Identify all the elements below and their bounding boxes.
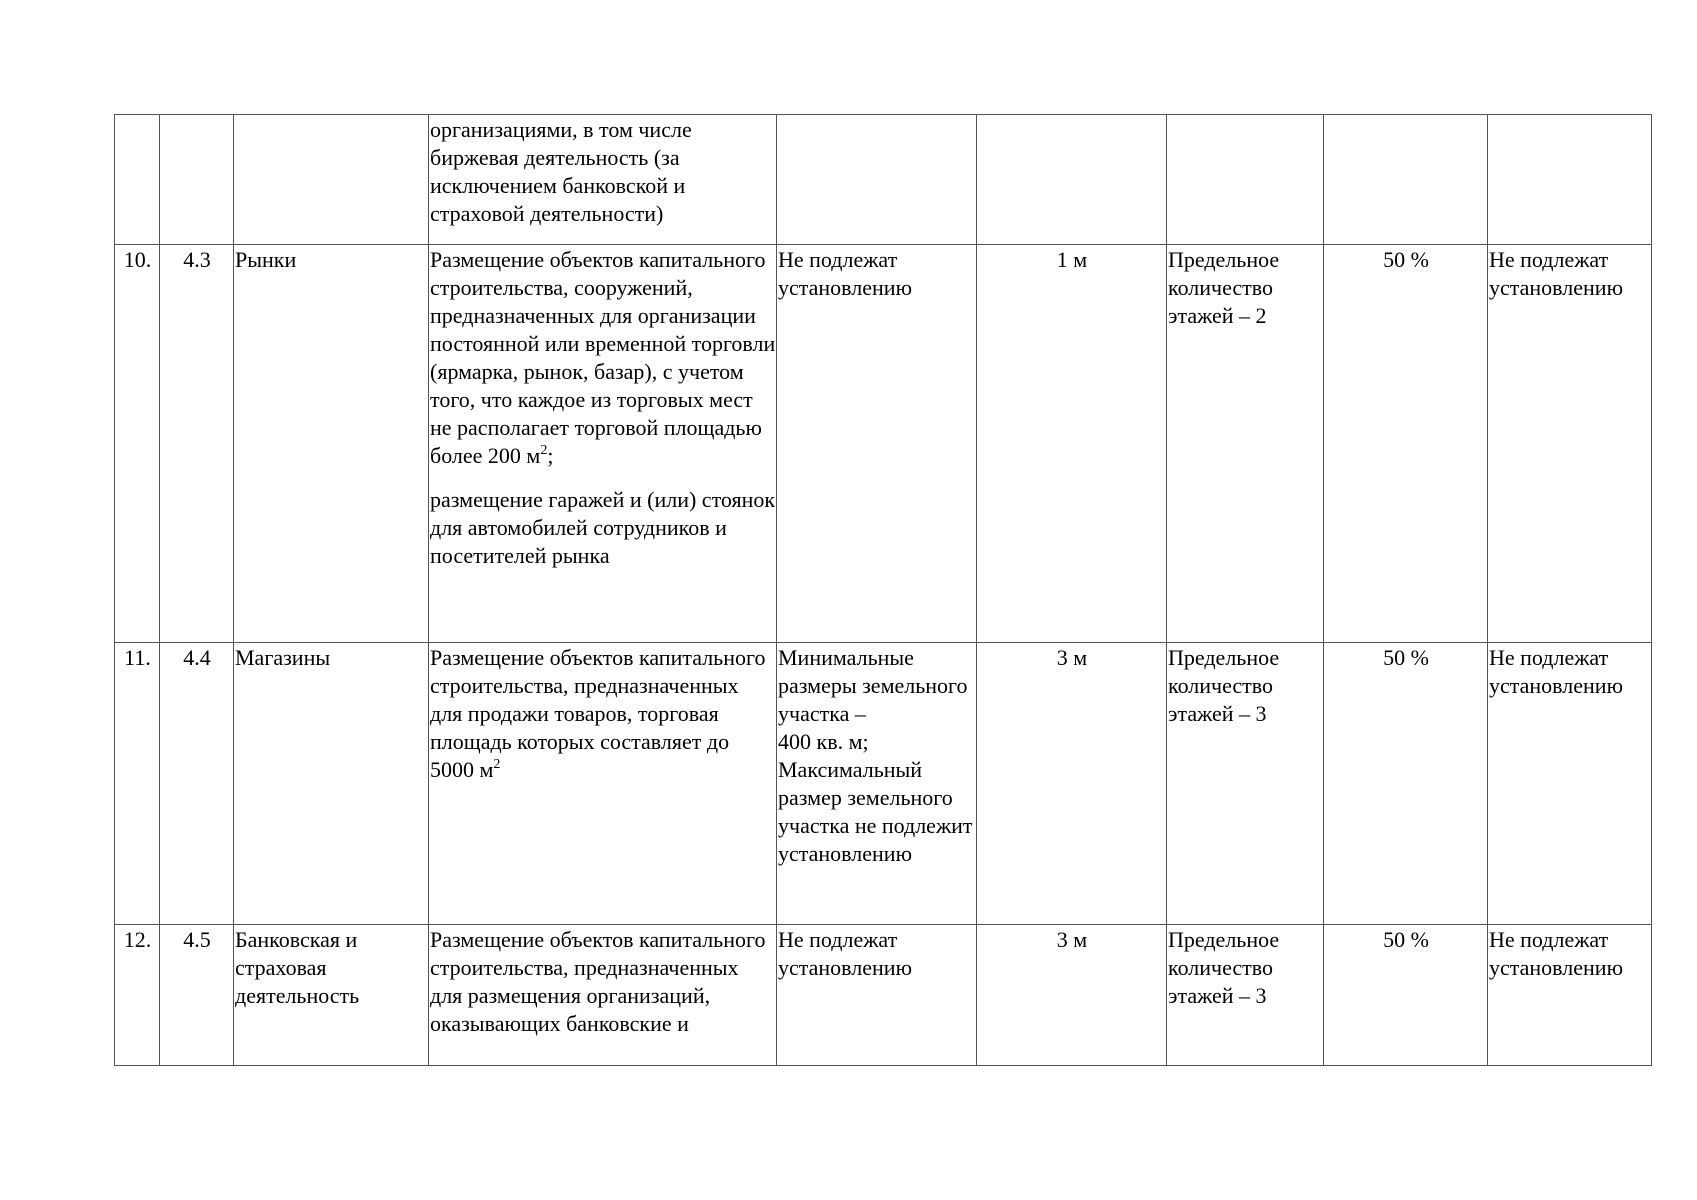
row-number-cell xyxy=(115,115,160,245)
plot-size-cell: Не подлежат установлению xyxy=(777,245,977,643)
coverage-cell: 50 % xyxy=(1324,643,1488,925)
plot-size-cell: Не подлежат установлению xyxy=(777,925,977,1066)
table-row xyxy=(115,643,1652,925)
superscript: 2 xyxy=(493,757,501,772)
zoning-regulations-table xyxy=(114,114,1652,1066)
plot-size-line: 400 кв. м; xyxy=(778,729,869,754)
row-number-cell: 10. xyxy=(115,245,160,643)
setback-cell: 3 м xyxy=(977,925,1167,1066)
use-description-cell xyxy=(429,643,777,925)
superscript: 2 xyxy=(540,443,548,458)
plot-size-line: Минимальные размеры земельного участка – xyxy=(778,645,968,726)
table-row xyxy=(115,245,1652,643)
use-code-cell: 4.5 xyxy=(160,925,234,1066)
use-name-cell: Магазины xyxy=(234,643,429,925)
description-paragraph: Размещение объектов капитального строительства, сооружений, предназначенных для организации постоянной или временной торговли (ярмарка, рынок, базар), с учетом того, что каждое из торговых мест не располагает торговой площадью более 200 $м^2$; xyxy=(430,247,776,468)
coverage-cell xyxy=(1324,115,1488,245)
plot-size-cell xyxy=(777,115,977,245)
plot-size-line: Максимальный размер земельного участка не подлежит установлению xyxy=(778,757,973,866)
use-code-cell: 4.4 xyxy=(160,643,234,925)
use-description-cell xyxy=(429,115,777,245)
plot-size-cell xyxy=(777,643,977,925)
table-row xyxy=(115,115,1652,245)
description-paragraph: Размещение объектов капитального строительства, предназначенных для продажи товаров, торговая площадь которых составляет до 5000 $м^2$ xyxy=(430,645,766,782)
table-row xyxy=(115,925,1652,1066)
other-params-cell: Не подлежат установлению xyxy=(1488,643,1652,925)
row-number-cell: 11. xyxy=(115,643,160,925)
floors-cell: Предельное количество этажей – 2 xyxy=(1167,245,1324,643)
setback-cell xyxy=(977,115,1167,245)
use-code-cell: 4.3 xyxy=(160,245,234,643)
description-paragraph: размещение гаражей и (или) стоянок для автомобилей сотрудников и посетителей рынка xyxy=(430,487,776,568)
setback-cell: 3 м xyxy=(977,643,1167,925)
use-name-cell: Рынки xyxy=(234,245,429,643)
other-params-cell xyxy=(1488,115,1652,245)
floors-cell xyxy=(1167,115,1324,245)
coverage-cell: 50 % xyxy=(1324,245,1488,643)
use-description-cell xyxy=(429,925,777,1066)
other-params-cell: Не подлежат установлению xyxy=(1488,925,1652,1066)
floors-cell: Предельное количество этажей – 3 xyxy=(1167,925,1324,1066)
use-name-cell: Банковская и страховая деятельность xyxy=(234,925,429,1066)
row-number-cell: 12. xyxy=(115,925,160,1066)
use-code-cell xyxy=(160,115,234,245)
use-name-cell xyxy=(234,115,429,245)
description-paragraph: организациями, в том числе биржевая деятельность (за исключением банковской и страховой деятельности) xyxy=(430,117,692,226)
coverage-cell: 50 % xyxy=(1324,925,1488,1066)
description-paragraph: Размещение объектов капитального строительства, предназначенных для размещения организаций, оказывающих банковские и xyxy=(430,927,766,1036)
other-params-cell: Не подлежат установлению xyxy=(1488,245,1652,643)
floors-cell: Предельное количество этажей – 3 xyxy=(1167,643,1324,925)
use-description-cell xyxy=(429,245,777,643)
setback-cell: 1 м xyxy=(977,245,1167,643)
